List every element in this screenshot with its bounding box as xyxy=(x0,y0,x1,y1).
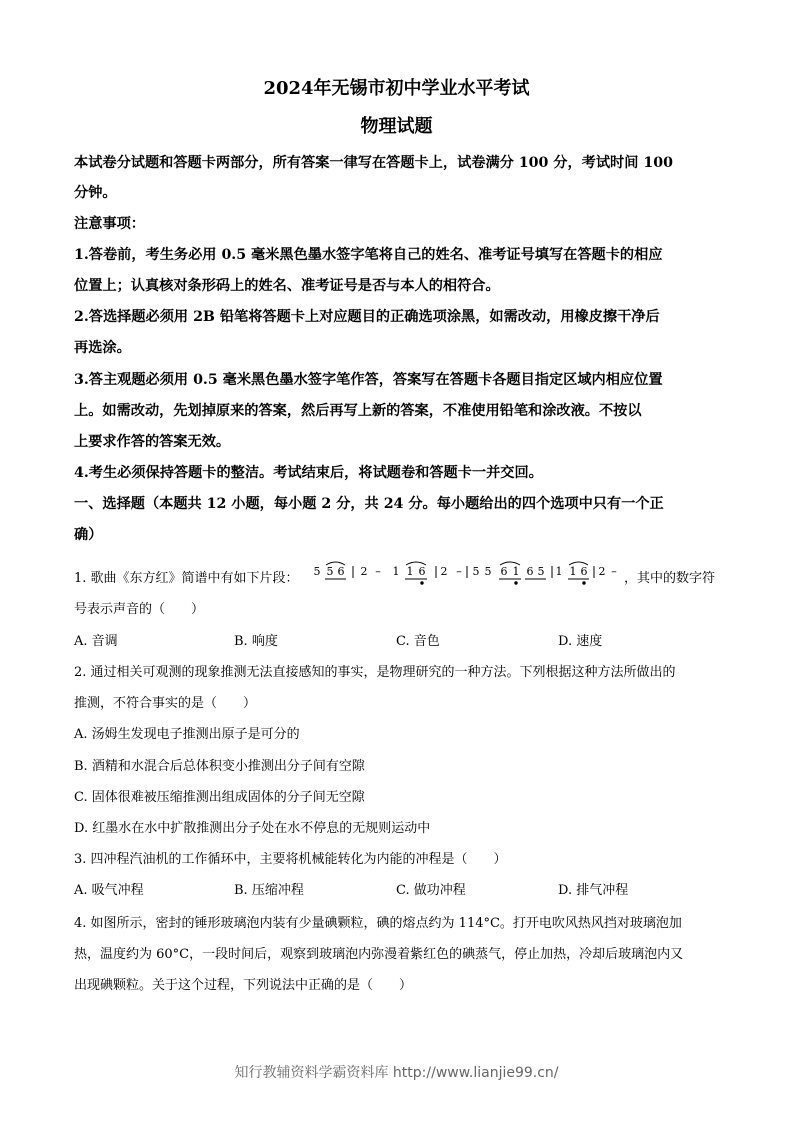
notation-note: 6 xyxy=(580,565,588,578)
notation-octave-dot xyxy=(421,582,423,584)
q2-option-c: C. 固体很难被压缩推测出组成固体的分子间无空隙 xyxy=(74,790,365,805)
notation-note: 1 xyxy=(392,565,400,578)
notice-3c: 上要求作答的答案无效。 xyxy=(74,434,231,450)
notation-note: 5 xyxy=(314,565,321,578)
notation-note: 5 xyxy=(472,565,480,578)
exam-subtitle: 物理试题 xyxy=(360,116,433,137)
notation-note: – xyxy=(375,565,381,578)
q4-stem-b: 热，温度约为 60°C，一段时间后，观察到玻璃泡内弥漫着紫红色的碘蒸气，停止加热，冷却后玻璃泡内又 xyxy=(74,947,684,962)
notice-2a: 2.答选择题必须用 2B 铅笔将答题卡上对应题目的正确选项涂黑，如需改动，用橡皮擦干净后 xyxy=(74,309,660,325)
q4-stem-a: 4. 如图所示，密封的锤形玻璃泡内装有少量碘颗粒，碘的熔点约为 114°C。打开电吹风热风挡对玻璃泡加 xyxy=(74,916,682,931)
q3-option-d: D. 排气冲程 xyxy=(558,883,629,898)
exam-title: 2024年无锡市初中学业水平考试 xyxy=(263,78,530,99)
notation-note: 6 xyxy=(337,565,345,578)
notice-1a: 1.答卷前，考生务必用 0.5 毫米黑色墨水签字笔将自己的姓名、准考证号填写在答题卡的相应 xyxy=(74,247,663,263)
notation-note: 1 xyxy=(555,565,563,578)
q2-option-a: A. 汤姆生发现电子推测出原子是可分的 xyxy=(74,727,300,742)
q3-stem: 3. 四冲程汽油机的工作循环中，主要将机械能转化为内能的冲程是（ ） xyxy=(74,852,507,867)
q3-option-c: C. 做功冲程 xyxy=(396,883,466,898)
notation-octave-dot xyxy=(583,582,585,584)
notation-note: 2 xyxy=(440,565,448,578)
q3-option-b: B. 压缩冲程 xyxy=(234,883,304,898)
q3-option-a: A. 吸气冲程 xyxy=(74,883,144,898)
notation-note: 6 xyxy=(418,565,426,578)
intro-line-1: 本试卷分试题和答题卡两部分，所有答案一律写在答题卡上，试卷满分 100 分，考试时间 100 xyxy=(74,155,673,171)
q1-option-a: A. 音调 xyxy=(74,634,118,649)
section-heading-b: 确） xyxy=(74,527,103,543)
q1-option-d: D. 速度 xyxy=(558,634,603,649)
q1-stem-b: 号表示声音的（ ） xyxy=(74,602,205,617)
notation-note: – xyxy=(456,565,462,578)
notice-4: 4.考生必须保持答题卡的整洁。考试结束后，将试题卷和答题卡一并交回。 xyxy=(74,465,543,481)
jianpu-notation xyxy=(314,560,618,586)
notation-note: 2 xyxy=(360,565,368,578)
notation-note: 5 xyxy=(326,565,334,578)
q1-option-b: B. 响度 xyxy=(234,634,278,649)
notation-note: 1 xyxy=(512,565,520,578)
notation-note: 5 xyxy=(484,565,492,578)
intro-line-2: 分钟。 xyxy=(74,185,117,201)
notation-note: 1 xyxy=(569,565,577,578)
notation-octave-dot xyxy=(515,582,517,584)
footer-watermark: 知行教辅资料学霸资料库 http://www.lianjie99.cn/ xyxy=(234,1065,559,1081)
notice-3a: 3.答主观题必须用 0.5 毫米黑色墨水签字笔作答，答案写在答题卡各题目指定区域内相应位置 xyxy=(74,372,663,388)
notice-2b: 再选涂。 xyxy=(74,340,131,356)
notation-note: 6 xyxy=(526,565,534,578)
notice-1b: 位置上；认真核对条形码上的姓名、准考证号是否与本人的相符合。 xyxy=(74,278,500,294)
q1-stem-suffix: ，其中的数字符 xyxy=(624,571,716,586)
q2-option-b: B. 酒精和水混合后总体积变小推测出分子间有空隙 xyxy=(74,759,365,774)
q2-stem-b: 推测，不符合事实的是（ ） xyxy=(74,696,257,711)
q1-stem-prefix: 1. 歌曲《东方红》简谱中有如下片段： xyxy=(74,571,299,586)
notice-3b: 上。如需改动，先划掉原来的答案，然后再写上新的答案，不准使用铅笔和涂改液。不按以 xyxy=(74,403,642,419)
q2-stem-a: 2. 通过相关可观测的现象推测无法直接感知的事实，是物理研究的一种方法。下列根据这种方法所做出的 xyxy=(74,665,676,680)
notation-note: 1 xyxy=(406,565,414,578)
q4-stem-c: 出现碘颗粒。关于这个过程，下列说法中正确的是（ ） xyxy=(74,978,413,993)
notation-note: 6 xyxy=(500,565,508,578)
q2-option-d: D. 红墨水在水中扩散推测出分子处在水不停息的无规则运动中 xyxy=(74,821,431,836)
section-heading-a: 一、选择题（本题共 12 小题，每小题 2 分，共 24 分。每小题给出的四个选项中只有一个正 xyxy=(74,496,664,512)
notation-note: – xyxy=(611,565,617,578)
q1-option-c: C. 音色 xyxy=(396,634,440,649)
notice-heading: 注意事项： xyxy=(74,216,145,232)
notation-note: 2 xyxy=(598,565,606,578)
notation-note: 5 xyxy=(537,565,545,578)
